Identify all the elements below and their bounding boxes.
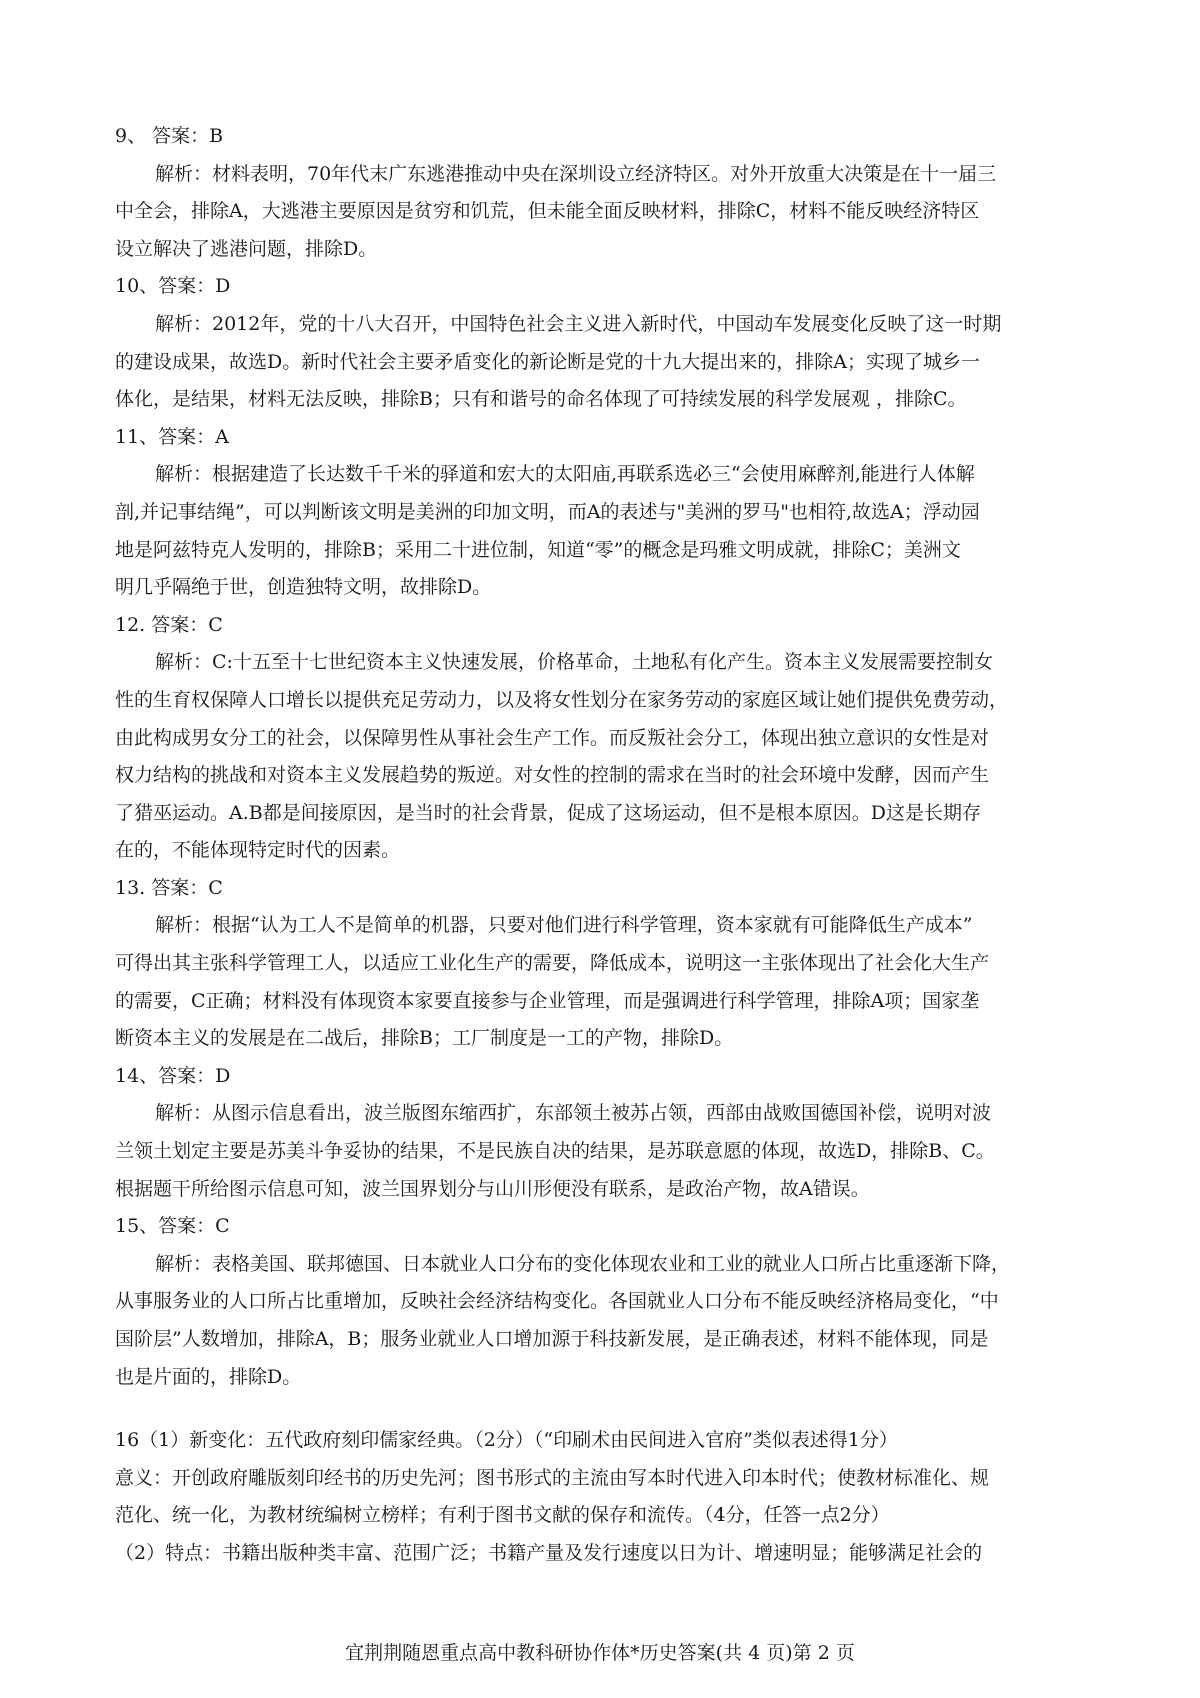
explanation-line: 断资本主义的发展是在二战后，排除B；工厂制度是一工的产物，排除D。	[115, 1027, 734, 1050]
explanation-line: 体化，是结果，材料无法反映，排除B；只有和谐号的命名体现了可持续发展的科学发展观 ，排除C。	[115, 388, 967, 411]
answer-content	[115, 118, 1105, 1573]
question-16-line: （2）特点：书籍出版种类丰富、范围广泛；书籍产量及发行速度以日为计、增速明显；能够满足社会的	[115, 1541, 983, 1564]
page-footer: 宜荆荆随恩重点高中教科研协作体*历史答案(共 4 页)第 2 页	[345, 1642, 855, 1664]
explanation-line: 了猎巫运动。A.B都是间接原因，是当时的社会背景，促成了这场运动，但不是根本原因。D这是长期存	[115, 801, 981, 824]
answer-heading: 15、答案：C	[115, 1215, 230, 1238]
explanation-line: 解析：根据“认为工人不是简单的机器，只要对他们进行科学管理，资本家就有可能降低生产成本”	[155, 914, 973, 937]
explanation-line: 解析：表格美国、联邦德国、日本就业人口分布的变化体现农业和工业的就业人口所占比重逐渐下降，	[155, 1252, 1011, 1275]
explanation-line: 权力结构的挑战和对资本主义发展趋势的叛逆。对女性的控制的需求在当时的社会环境中发酵，因而产生	[115, 764, 990, 787]
question-16-block	[115, 1422, 1105, 1572]
answer-block	[115, 1058, 1105, 1208]
explanation-line: 国阶层”人数增加，排除A，B；服务业就业人口增加源于科技新发展，是正确表述，材料不能体现，同是	[115, 1328, 989, 1350]
explanation-line: 也是片面的，排除D。	[115, 1365, 302, 1388]
explanation-line: 解析：C:十五至十七世纪资本主义快速发展，价格革命，土地私有化产生。资本主义发展需要控制女	[155, 651, 993, 674]
question-16-line: 意义：开创政府雕版刻印经书的历史先河；图书形式的主流由写本时代进入印本时代；使教材标准化、规	[115, 1466, 990, 1489]
answer-block	[115, 118, 1105, 268]
answer-heading: 11、答案：A	[115, 425, 229, 448]
explanation-line: 从事服务业的人口所占比重增加，反映社会经济结构变化。各国就业人口分布不能反映经济格局变化，“中	[115, 1290, 999, 1313]
answer-heading: 10、答案：D	[115, 275, 231, 298]
explanation-line: 解析：材料表明，70年代末广东逃港推动中央在深圳设立经济特区。对外开放重大决策是在十一届三	[155, 162, 997, 185]
explanation-line: 设立解决了逃港问题，排除D。	[115, 237, 378, 260]
explanation-line: 由此构成男女分工的社会，以保障男性从事社会生产工作。而反叛社会分工，体现出独立意识的女性是对	[115, 726, 990, 749]
explanation-line: 的需要，C正确；材料没有体现资本家要直接参与企业管理，而是强调进行科学管理，排除A项；国家垄	[115, 989, 980, 1012]
answer-block	[115, 607, 1105, 870]
answer-block	[115, 419, 1105, 607]
answer-block	[115, 1208, 1105, 1396]
answer-block	[115, 870, 1105, 1058]
explanation-line: 中全会，排除A，大逃港主要原因是贫穷和饥荒，但未能全面反映材料，排除C，材料不能反映经济特区	[115, 200, 980, 223]
explanation-line: 根据题干所给图示信息可知，波兰国界划分与山川形便没有联系，是政治产物，故A错误。	[115, 1177, 870, 1200]
explanation-line: 明几乎隔绝于世，创造独特文明，故排除D。	[115, 576, 492, 599]
answer-block	[115, 268, 1105, 418]
answer-heading: 9、 答案：B	[115, 125, 224, 147]
section-gap	[115, 1396, 1105, 1422]
explanation-line: 剖,并记事结绳”，可以判断该文明是美洲的印加文明，而A的表述与"美洲的罗马"也相符,故选A；浮动园	[115, 500, 980, 523]
question-16-line: 16（1）新变化：五代政府刻印儒家经典。（2分）（“印刷术由民间进入官府”类似表述得1分）	[115, 1429, 898, 1452]
question-16-line: 范化、统一化，为教材统编树立榜样；有利于图书文献的保存和流传。（4分，任答一点2分）	[115, 1504, 890, 1527]
explanation-line: 在的，不能体现特定时代的因素。	[115, 839, 401, 862]
answer-heading: 14、答案：D	[115, 1064, 231, 1087]
answer-heading: 12. 答案：C	[115, 613, 223, 636]
explanation-line: 兰领土划定主要是苏美斗争妥协的结果，不是民族自决的结果，是苏联意愿的体现，故选D，排除B、C。	[115, 1140, 995, 1163]
explanation-line: 的建设成果，故选D。新时代社会主要矛盾变化的新论断是党的十九大提出来的，排除A；实现了城乡一	[115, 350, 980, 373]
explanation-line: 解析：根据建造了长达数千千米的驿道和宏大的太阳庙,再联系选必三“会使用麻醉剂,能进行人体解	[155, 463, 975, 486]
explanation-line: 性的生育权保障人口增长以提供充足劳动力，以及将女性划分在家务劳动的家庭区域让她们提供免费劳动，	[115, 688, 1009, 711]
explanation-line: 解析：2012年，党的十八大召开，中国特色社会主义进入新时代，中国动车发展变化反映了这一时期	[155, 312, 1002, 335]
explanation-line: 地是阿兹特克人发明的，排除B；采用二十进位制，知道“零”的概念是玛雅文明成就，排除C；美洲文	[115, 538, 961, 561]
explanation-line: 可得出其主张科学管理工人，以适应工业化生产的需要，降低成本，说明这一主张体现出了社会化大生产	[115, 952, 990, 975]
explanation-line: 解析：从图示信息看出，波兰版图东缩西扩，东部领土被苏占领，西部由战败国德国补偿，说明对波	[155, 1102, 992, 1125]
answer-heading: 13. 答案：C	[115, 876, 223, 899]
